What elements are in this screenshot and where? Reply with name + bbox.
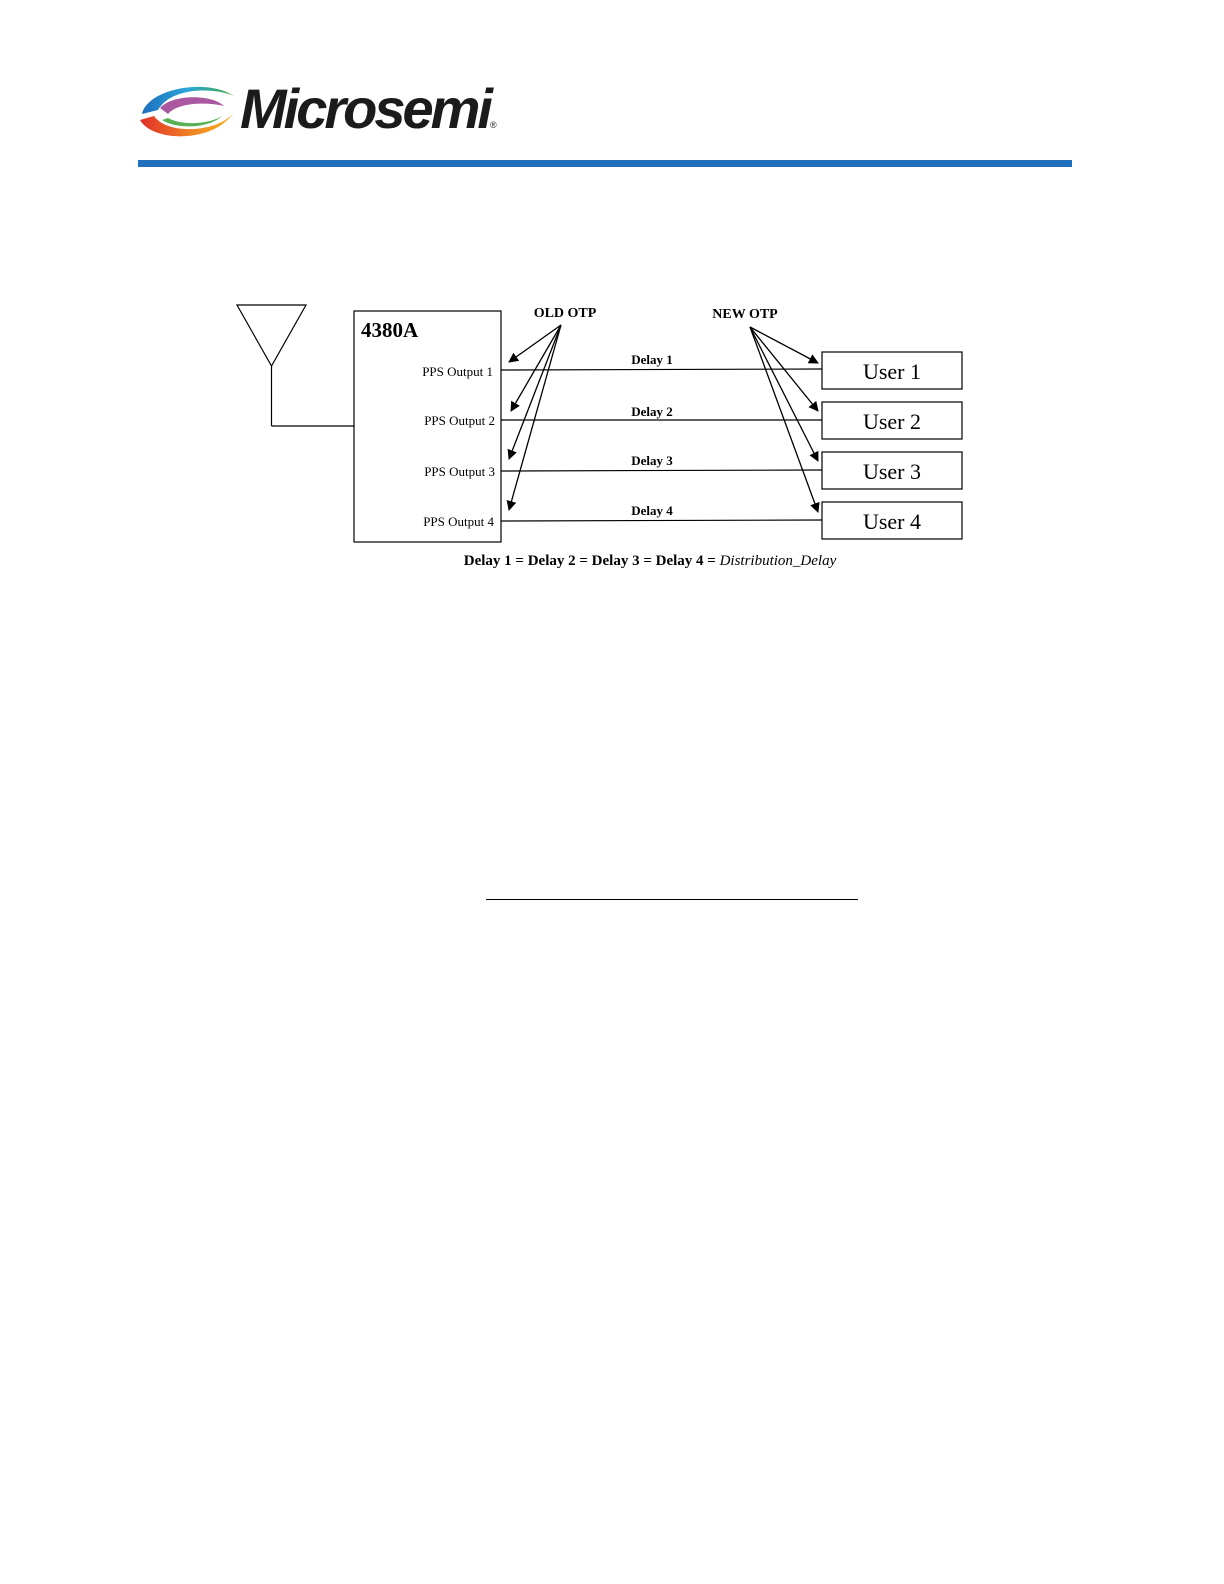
pps-output-1-label: PPS Output 1 bbox=[422, 364, 493, 379]
user-box-4 bbox=[822, 502, 962, 539]
user-box-2 bbox=[822, 402, 962, 439]
device-title: 4380A bbox=[361, 318, 419, 342]
new-otp-arrow-3 bbox=[750, 327, 818, 461]
user-label-3: User 3 bbox=[862, 459, 922, 484]
antenna-icon bbox=[237, 305, 354, 426]
pps-output-3-label: PPS Output 3 bbox=[424, 464, 495, 479]
old-otp-arrow-2 bbox=[511, 325, 561, 411]
delay-line-4 bbox=[501, 520, 822, 521]
distribution-diagram bbox=[0, 0, 1224, 620]
caption-distribution-delay: Distribution_Delay bbox=[719, 553, 837, 569]
user-label-2: User 2 bbox=[862, 409, 922, 434]
new-otp-label: NEW OTP bbox=[712, 307, 778, 322]
delay-line-3 bbox=[501, 470, 822, 471]
device-4380a bbox=[354, 311, 501, 542]
new-otp-arrow-1 bbox=[750, 327, 818, 363]
user-label-4: User 4 bbox=[862, 509, 922, 534]
old-otp-label: OLD OTP bbox=[533, 306, 597, 321]
old-otp-arrows bbox=[509, 325, 561, 510]
caption-equation: Delay 1 = Delay 2 = Delay 3 = Delay 4 = bbox=[463, 553, 716, 569]
delay-label-4: Delay 4 bbox=[631, 503, 673, 518]
user-box-3 bbox=[822, 452, 962, 489]
old-otp-arrow-4 bbox=[509, 325, 561, 510]
diagram-caption bbox=[360, 553, 940, 570]
delay-label-1: Delay 1 bbox=[631, 352, 673, 367]
user-label-1: User 1 bbox=[862, 359, 922, 384]
pps-output-4-label: PPS Output 4 bbox=[423, 514, 494, 529]
blank-underline bbox=[486, 899, 858, 900]
logo-wordmark: Microsemi bbox=[240, 77, 490, 140]
delay-label-2: Delay 2 bbox=[631, 404, 673, 419]
user-box-1 bbox=[822, 352, 962, 389]
registered-mark: ® bbox=[490, 120, 497, 130]
pps-output-2-label: PPS Output 2 bbox=[424, 413, 495, 428]
delay-label-3: Delay 3 bbox=[631, 453, 673, 468]
old-otp-arrow-3 bbox=[509, 325, 561, 459]
